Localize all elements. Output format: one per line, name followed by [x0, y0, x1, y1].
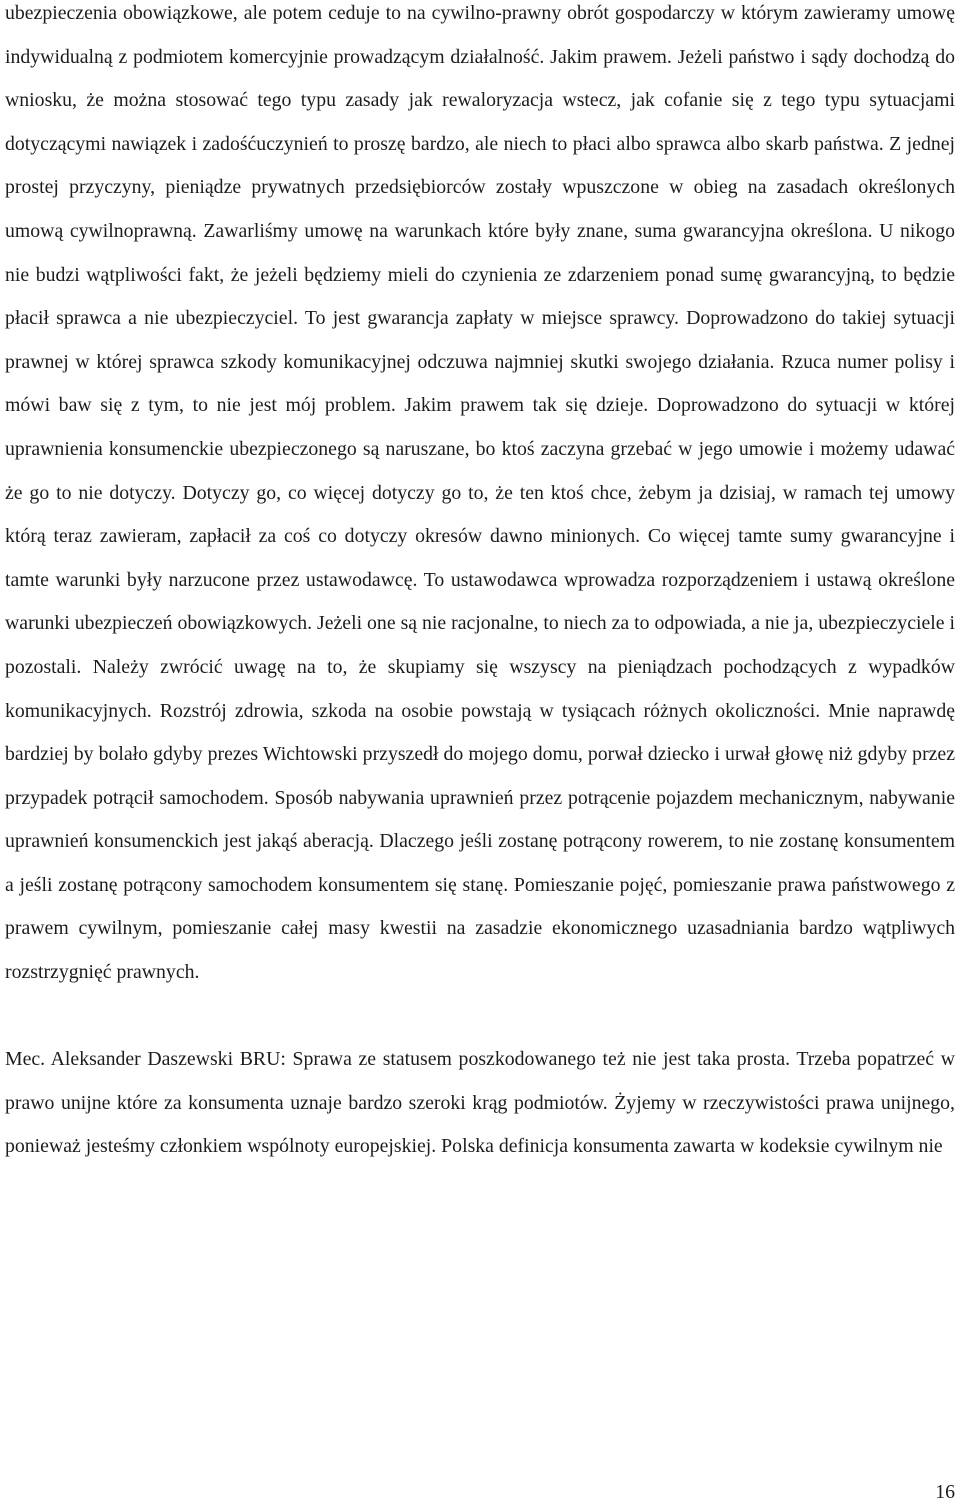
document-page [5, 0, 955, 1169]
body-paragraph: Mec. Aleksander Daszewski BRU: Sprawa ze statusem poszkodowanego też nie jest taka prosta. Trzeba popatrzeć w prawo unijne które za konsumenta uznaje bardzo szeroki krąg podmiotów. Żyjemy w rzeczywistości prawa unijnego, ponieważ jesteśmy członkiem wspólnoty europejskiej. Polska definicja konsumenta zawarta w kodeksie cywilnym nie [5, 1048, 955, 1158]
body-paragraph: ubezpieczenia obowiązkowe, ale potem ceduje to na cywilno-prawny obrót gospodarczy w którym zawieramy umowę indywidualną z podmiotem komercyjnie prowadzącym działalność. Jakim prawem. Jeżeli państwo i sądy dochodzą do wniosku, że można stosować tego typu zasady jak rewaloryzacja wstecz, jak cofanie się z tego typu sytuacjami dotyczącymi nawiązek i zadośćuczynień to proszę bardzo, ale niech to płaci albo sprawca albo skarb państwa. Z jednej prostej przyczyny, pieniądze prywatnych przedsiębiorców zostały wpuszczone w obieg na zasadach określonych umową cywilnoprawną. Zawarliśmy umowę na warunkach które były znane, suma gwarancyjna określona. U nikogo nie budzi wątpliwości fakt, że jeżeli będziemy mieli do czynienia ze zdarzeniem ponad sumę gwarancyjną, to będzie płacił sprawca a nie ubezpieczyciel. To jest gwarancja zapłaty w miejsce sprawcy. Doprowadzono do takiej sytuacji prawnej w której sprawca szkody komunikacyjnej odczuwa najmniej skutki swojego działania. Rzuca numer polisy i mówi baw się z tym, to nie jest mój problem. Jakim prawem tak się dzieje. Doprowadzono do sytuacji w której uprawnienia konsumenckie ubezpieczonego są naruszane, bo ktoś zaczyna grzebać w jego umowie i możemy udawać że go to nie dotyczy. Dotyczy go, co więcej dotyczy go to, że ten ktoś chce, żebym ja dzisiaj, w ramach tej umowy którą teraz zawieram, zapłacił za coś co dotyczy okresów dawno minionych. Co więcej tamte sumy gwarancyjne i tamte warunki były narzucone przez ustawodawcę. To ustawodawca wprowadza rozporządzeniem i ustawą określone warunki ubezpieczeń obowiązkowych. Jeżeli one są nie racjonalne, to niech za to odpowiada, a nie ja, ubezpieczyciele i pozostali. Należy zwrócić uwagę na to, że skupiamy się wszyscy na pieniądzach pochodzących z wypadków komunikacyjnych. Rozstrój zdrowia, szkoda na osobie powstają w tysiącach różnych okoliczności. Mnie naprawdę bardziej by bolało gdyby prezes Wichtowski przyszedł do mojego domu, porwał dziecko i urwał głowę niż gdyby przez przypadek potrącił samochodem. Sposób nabywania uprawnień przez potrącenie pojazdem mechanicznym, nabywanie uprawnień konsumenckich jest jakąś aberacją. Dlaczego jeśli zostanę potrącony rowerem, to nie zostanę konsumentem a jeśli zostanę potrącony samochodem konsumentem się stanę. Pomieszanie pojęć, pomieszanie prawa państwowego z prawem cywilnym, pomieszanie całej masy kwestii na zasadzie ekonomicznego uzasadniania bardzo wątpliwych rozstrzygnięć prawnych. [5, 2, 955, 984]
page-number: 16 [935, 1481, 955, 1503]
paragraph-spacing [5, 995, 955, 1039]
